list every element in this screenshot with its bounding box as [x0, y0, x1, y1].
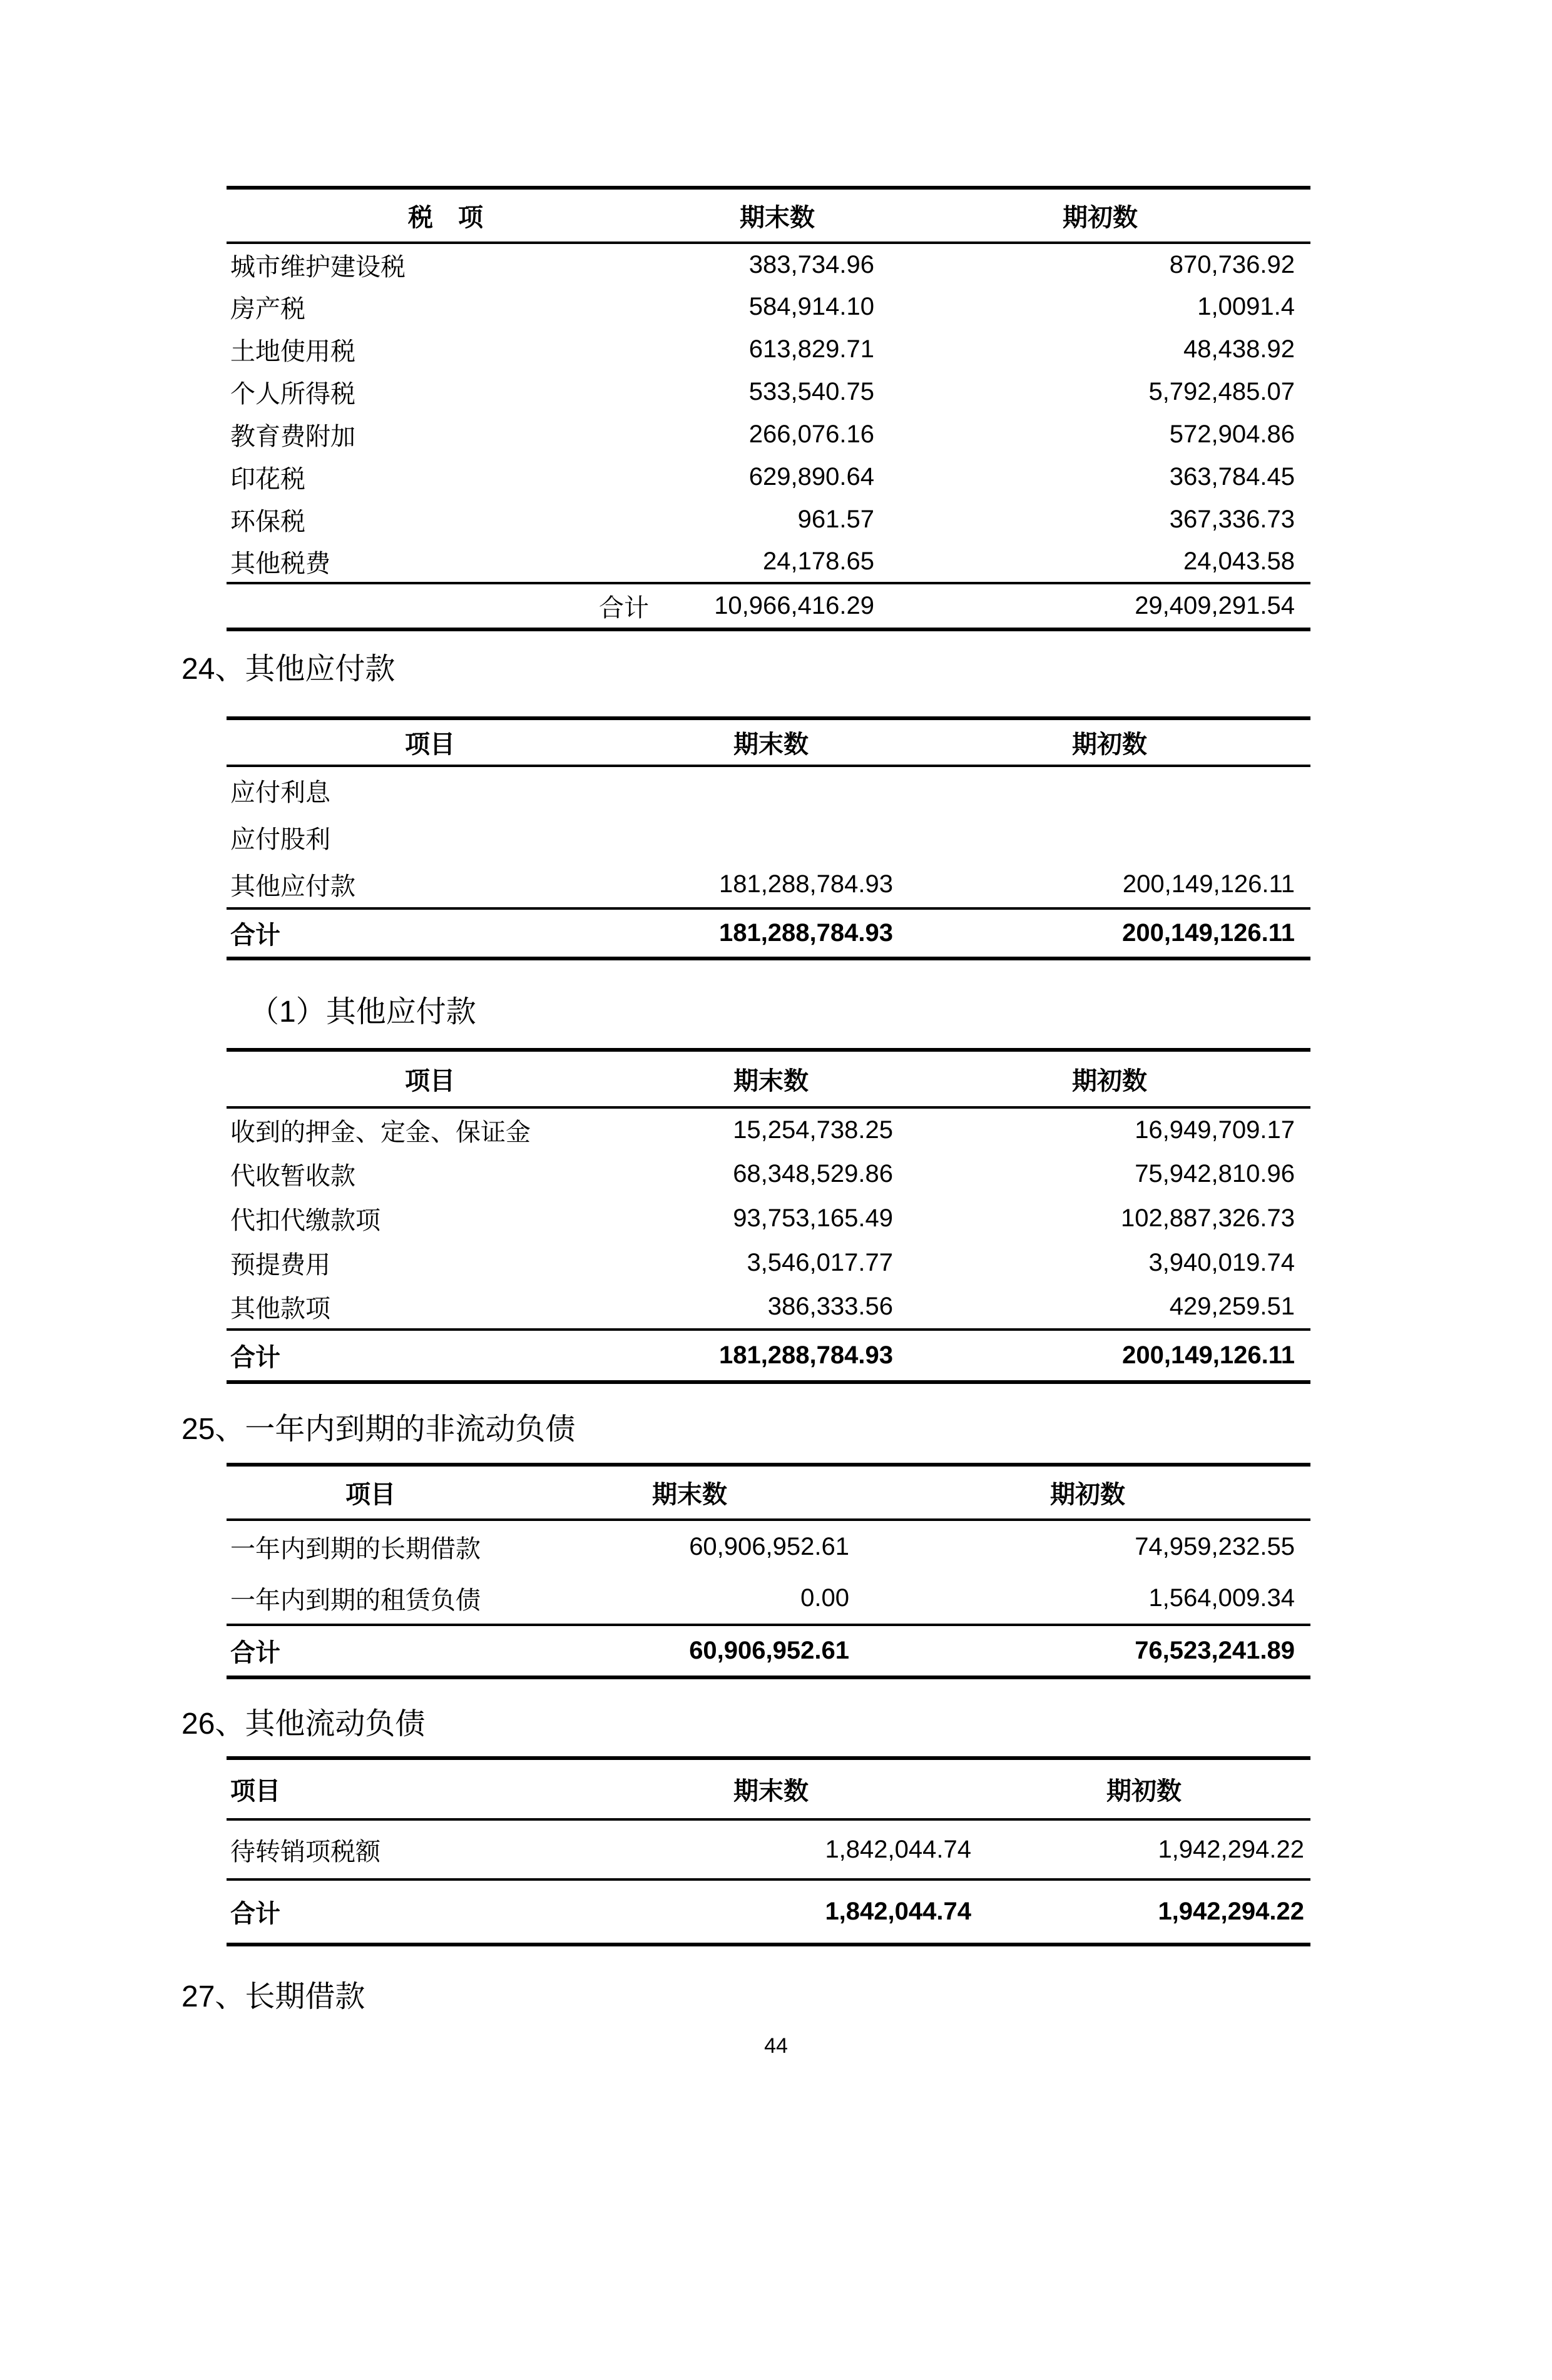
column-header: 期末数: [514, 1465, 865, 1520]
table-row: [227, 766, 1310, 813]
total-label-cell: 合计: [227, 583, 665, 629]
value-cell: 1,0091.4: [1197, 292, 1295, 320]
value-cell: 0.00: [800, 1584, 849, 1612]
table-row: [227, 1572, 1310, 1625]
financial-report-page: [0, 186, 1552, 2058]
column-header: 期末数: [665, 188, 890, 243]
value-cell: 93,753,165.49: [733, 1204, 893, 1232]
total-row: [227, 908, 1310, 959]
header-row: [227, 718, 1310, 766]
column-header: 期末数: [633, 718, 909, 766]
value-cell: 74,959,232.55: [1135, 1532, 1295, 1560]
item-cell: 其他税费: [230, 549, 330, 577]
total-value-cell: 10,966,416.29: [665, 583, 890, 629]
value-cell: 24,178.65: [763, 547, 874, 575]
column-header: 项目: [227, 718, 633, 766]
table-row: [227, 1152, 1310, 1196]
total-value-cell: 1,842,044.74: [564, 1879, 978, 1945]
column-header: 期初数: [909, 718, 1310, 766]
value-cell: 3,940,019.74: [1148, 1249, 1295, 1276]
column-header: 税 项: [227, 188, 665, 243]
table-row: [227, 1196, 1310, 1241]
section-heading-27: 27、长期借款: [181, 1980, 365, 2013]
total-value-cell: 200,149,126.11: [909, 1330, 1310, 1382]
header-row: [227, 1050, 1310, 1107]
total-row: [227, 1879, 1310, 1945]
other-current-liabilities-table-slot: [0, 1756, 1552, 1946]
value-cell: 383,734.96: [748, 250, 874, 278]
value-cell: [909, 813, 1310, 861]
value-cell: 363,784.45: [1169, 462, 1295, 491]
value-cell: 1,842,044.74: [825, 1835, 971, 1863]
item-cell: 其他应付款: [230, 872, 355, 900]
value-cell: 48,438.92: [1183, 335, 1295, 363]
other-payables-table: [227, 716, 1310, 960]
column-header: 期初数: [978, 1758, 1310, 1819]
value-cell: 629,890.64: [748, 462, 874, 491]
table-row: [227, 1819, 1310, 1879]
item-cell: 其他款项: [230, 1295, 330, 1323]
value-cell: 102,887,326.73: [1120, 1204, 1295, 1232]
item-cell: 个人所得税: [230, 380, 355, 408]
noncurrent-liabilities-due-table-slot: [0, 1463, 1552, 1679]
item-cell: 预提费用: [230, 1251, 330, 1279]
value-cell: 386,333.56: [767, 1293, 893, 1320]
table-row: [227, 285, 1310, 328]
table-row: [227, 243, 1310, 285]
total-value-cell: 60,906,952.61: [514, 1625, 865, 1677]
total-value-cell: 181,288,784.93: [633, 1330, 909, 1382]
total-value-cell: 76,523,241.89: [865, 1625, 1310, 1677]
value-cell: 16,949,709.17: [1135, 1116, 1295, 1144]
item-cell: 代扣代缴款项: [230, 1207, 380, 1234]
table-row: [227, 1241, 1310, 1285]
value-cell: 1,564,009.34: [1148, 1584, 1295, 1612]
table-row: [227, 813, 1310, 861]
column-header: 项目: [227, 1050, 633, 1107]
table-row: [227, 1107, 1310, 1152]
value-cell: 200,149,126.11: [1122, 870, 1295, 898]
total-value-cell: 181,288,784.93: [633, 908, 909, 959]
item-cell: 印花税: [230, 465, 305, 493]
total-label-cell: 合计: [227, 1625, 514, 1677]
item-cell: 代收暂收款: [230, 1162, 355, 1190]
item-cell: 收到的押金、定金、保证金: [230, 1119, 531, 1146]
total-row: [227, 1625, 1310, 1677]
taxes-payable-table: [227, 186, 1310, 631]
other-payables-detail-table-slot: [0, 1048, 1552, 1384]
value-cell: 68,348,529.86: [733, 1160, 893, 1187]
value-cell: 584,914.10: [748, 292, 874, 320]
section-heading-26: 26、其他流动负债: [181, 1707, 426, 1741]
value-cell: [909, 766, 1310, 813]
value-cell: 5,792,485.07: [1148, 377, 1295, 405]
total-label-cell: 合计: [227, 908, 633, 959]
item-cell: 待转销项税额: [230, 1838, 380, 1866]
table-row: [227, 1285, 1310, 1330]
table-row: [227, 413, 1310, 455]
value-cell: 961.57: [797, 505, 874, 533]
column-header: 期末数: [633, 1050, 909, 1107]
value-cell: 613,829.71: [748, 335, 874, 363]
column-header: 项目: [227, 1465, 514, 1520]
item-cell: 房产税: [230, 295, 305, 323]
item-cell: 城市维护建设税: [230, 253, 406, 281]
value-cell: 367,336.73: [1169, 505, 1295, 533]
total-value-cell: 200,149,126.11: [909, 908, 1310, 959]
column-header: 项目: [227, 1758, 564, 1819]
noncurrent-liabilities-due-within-one-year-table: [227, 1463, 1310, 1679]
total-value-cell: 29,409,291.54: [890, 583, 1310, 629]
taxes-payable-table-slot: [0, 186, 1552, 631]
value-cell: 181,288,784.93: [718, 870, 893, 898]
item-cell: 环保税: [230, 507, 305, 536]
page-number: 44: [764, 2034, 788, 2058]
item-cell: 应付股利: [230, 825, 330, 853]
section-heading-24: 24、其他应付款: [181, 653, 396, 686]
item-cell: 一年内到期的租赁负债: [230, 1586, 481, 1614]
other-payables-detail-table: [227, 1048, 1310, 1384]
item-cell: 一年内到期的长期借款: [230, 1535, 481, 1563]
total-row: [227, 583, 1310, 629]
column-header: 期初数: [909, 1050, 1310, 1107]
value-cell: 60,906,952.61: [689, 1532, 849, 1560]
table-row: [227, 370, 1310, 413]
item-cell: 教育费附加: [230, 422, 355, 450]
header-row: [227, 188, 1310, 243]
total-label-cell: 合计: [227, 1330, 633, 1382]
table-row: [227, 541, 1310, 583]
table-row: [227, 328, 1310, 370]
column-header: 期初数: [890, 188, 1310, 243]
value-cell: 1,942,294.22: [1158, 1835, 1304, 1863]
value-cell: [633, 813, 909, 861]
value-cell: 533,540.75: [748, 377, 874, 405]
value-cell: [633, 766, 909, 813]
column-header: 期初数: [865, 1465, 1310, 1520]
other-current-liabilities-table: [227, 1756, 1310, 1946]
item-cell: 土地使用税: [230, 337, 355, 365]
total-value-cell: 1,942,294.22: [978, 1879, 1310, 1945]
section-heading-24-1: （1）其他应付款: [249, 995, 476, 1029]
column-header: 期末数: [564, 1758, 978, 1819]
value-cell: 870,736.92: [1169, 250, 1295, 278]
value-cell: 75,942,810.96: [1135, 1160, 1295, 1187]
header-row: [227, 1465, 1310, 1520]
value-cell: 24,043.58: [1183, 547, 1295, 575]
table-row: [227, 861, 1310, 908]
value-cell: 572,904.86: [1169, 420, 1295, 448]
value-cell: 3,546,017.77: [747, 1249, 893, 1276]
value-cell: 429,259.51: [1169, 1293, 1295, 1320]
item-cell: 应付利息: [230, 778, 330, 806]
other-payables-table-slot: [0, 716, 1552, 960]
table-row: [227, 1520, 1310, 1572]
section-heading-25: 25、一年内到期的非流动负债: [181, 1413, 576, 1446]
header-row: [227, 1758, 1310, 1819]
value-cell: 15,254,738.25: [733, 1116, 893, 1144]
table-row: [227, 498, 1310, 541]
total-row: [227, 1330, 1310, 1382]
total-label-cell: 合计: [227, 1879, 564, 1945]
table-row: [227, 455, 1310, 498]
value-cell: 266,076.16: [748, 420, 874, 448]
